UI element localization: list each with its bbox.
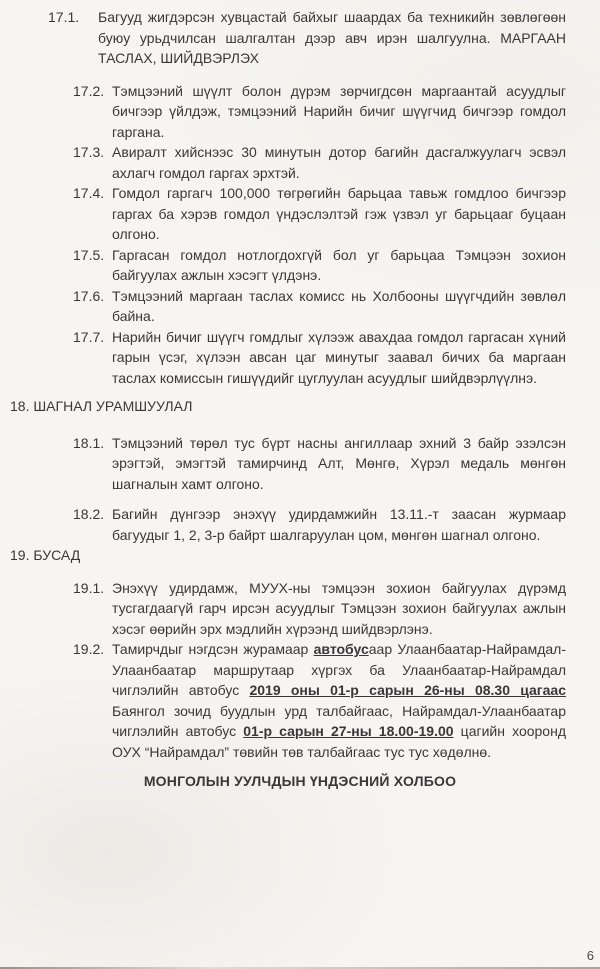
clause-17-3 — [0, 142, 566, 183]
text-segment: цагийн хооронд ОУХ “Найрамдал” төвийн төв талбайгаас тус тус хөдөлнө. — [112, 723, 566, 760]
clause-number: 17.3. — [73, 144, 105, 160]
clause-number: 17.7. — [73, 328, 105, 345]
clause-18-2 — [0, 504, 566, 545]
clause-number: 18.1. — [73, 434, 105, 451]
clause-17-7 — [0, 327, 566, 389]
page-number: 6 — [586, 947, 594, 963]
emphasized-text: 2019 оны 01-р сарын 26-ны 08.30 цагаас — [249, 682, 566, 698]
emphasized-text: автобус — [313, 641, 369, 657]
clause-17-2 — [0, 81, 566, 143]
clause-text: Энэхүү удирдамж, МУУХ-ны тэмцээн зохион байгуулах дүрэмд тусгагдаагүй гарч ирсэн асуудлыг Тэмцээн зохион байгуулах ажлын хэсэг өөрийн эрх мэдлийн хүрээнд шийдвэрлэнэ. — [112, 579, 566, 637]
clause-19-1 — [0, 578, 566, 640]
emphasized-text: 01-р сарын 27-ны 18.00-19.00 — [243, 723, 454, 739]
clause-number: 19.1. — [73, 579, 105, 596]
clause-text: Багууд жигдэрсэн хувцастай байхыг шаардах ба техникийн зөвлөгөөн буюу урьдчилсан шалгалтан дээр авч ирэн шалгуулна. МАРГААН ТАСЛАХ, ШИЙДВЭРЛЭХ — [98, 9, 566, 66]
clause-text: Нарийн бичиг шүүгч гомдлыг хүлээж авахдаа гомдол гаргасан хүний гарын үсэг, хүлээн авсан цаг минутыг заавал бичих ба маргаан таслах комиссын гишүүдийг цуглуулан асуудлыг шийдвэрлүүлнэ. — [112, 328, 566, 386]
text-segment: аар Улаанбаатар-Найрамдал-Улаанбаатар маршрутаар хүргэх ба Улаанбаатар-Найрамдал чиглэлийн автобус — [112, 641, 566, 698]
clause-number: 17.4. — [73, 185, 105, 201]
clause-text: Гаргасан гомдол нотлогдохгүй бол уг барьцаа Тэмцээн зохион байгуулах ажлын хэсэгт үлдэнэ. — [112, 246, 566, 283]
clause-18-1 — [0, 433, 566, 495]
clause-number: 19.2. — [73, 641, 105, 657]
clause-text: Авиралт хийснээс 30 минутын дотор багийн дасгалжуулагч эсвэл ахлагч гомдол гаргах эрхтэй. — [112, 144, 566, 181]
clause-text: Багийн дүнгээр энэхүү удирдамжийн 13.11.-т заасан журмаар багуудыг 1, 2, 3-р байрт шалгаруулан цом, мөнгөн шагнал олгоно. — [112, 506, 566, 543]
section-heading-19: 19. БУСАД — [10, 547, 81, 563]
clause-text: Тэмцээний төрөл тус бүрт насны ангиллаар эхний 3 байр эзэлсэн эрэгтэй, эмэгтэй тамирчинд Алт, Мөнгө, Хүрэл медаль мөнгөн шагналын хамт олгоно. — [112, 434, 566, 492]
clause-17-4 — [0, 183, 566, 245]
clause-text: Гомдол гаргагч 100,000 төгрөгийн барьцаа тавьж гомдлоо бичгээр гаргах ба хэрэв гомдол үндэслэлтэй гэж үзвэл уг барьцааг буцаан олгоно. — [112, 185, 566, 242]
clause-number: 18.2. — [73, 506, 105, 522]
clause-number: 17.5. — [73, 246, 105, 263]
clause-number: 17.2. — [73, 82, 105, 99]
section-heading-18: 18. ШАГНАЛ УРАМШУУЛАЛ — [10, 398, 193, 414]
clause-text — [112, 639, 566, 762]
clause-17-5 — [0, 245, 566, 286]
clause-text: Тэмцээний шүүлт болон дүрэм зөрчигдсөн маргаантай асуудлыг бичгээр үйлдэж, тэмцээний Нарийн бичиг шүүгчид бичгээр гомдол гаргана. — [112, 82, 566, 140]
text-segment: Тамирчдыг нэгдсэн журамаар — [112, 641, 314, 657]
clause-17-1 — [0, 7, 566, 69]
footer-organization-title: МОНГОЛЫН УУЛЧДЫН ҮНДЭСНИЙ ХОЛБОО — [143, 773, 457, 789]
text-segment: Баянгол зочид буудлын урд талбайгаас, Найрамдал-Улаанбаатар чиглэлийн автобус — [112, 702, 566, 739]
clause-text: Тэмцээний маргаан таслах комисс нь Холбооны шүүгчдийн зөвлөл байна. — [112, 287, 566, 324]
clause-17-6 — [0, 286, 566, 327]
clause-number: 17.6. — [73, 287, 105, 304]
clause-19-2 — [0, 639, 566, 762]
clause-number: 17.1. — [48, 9, 80, 25]
